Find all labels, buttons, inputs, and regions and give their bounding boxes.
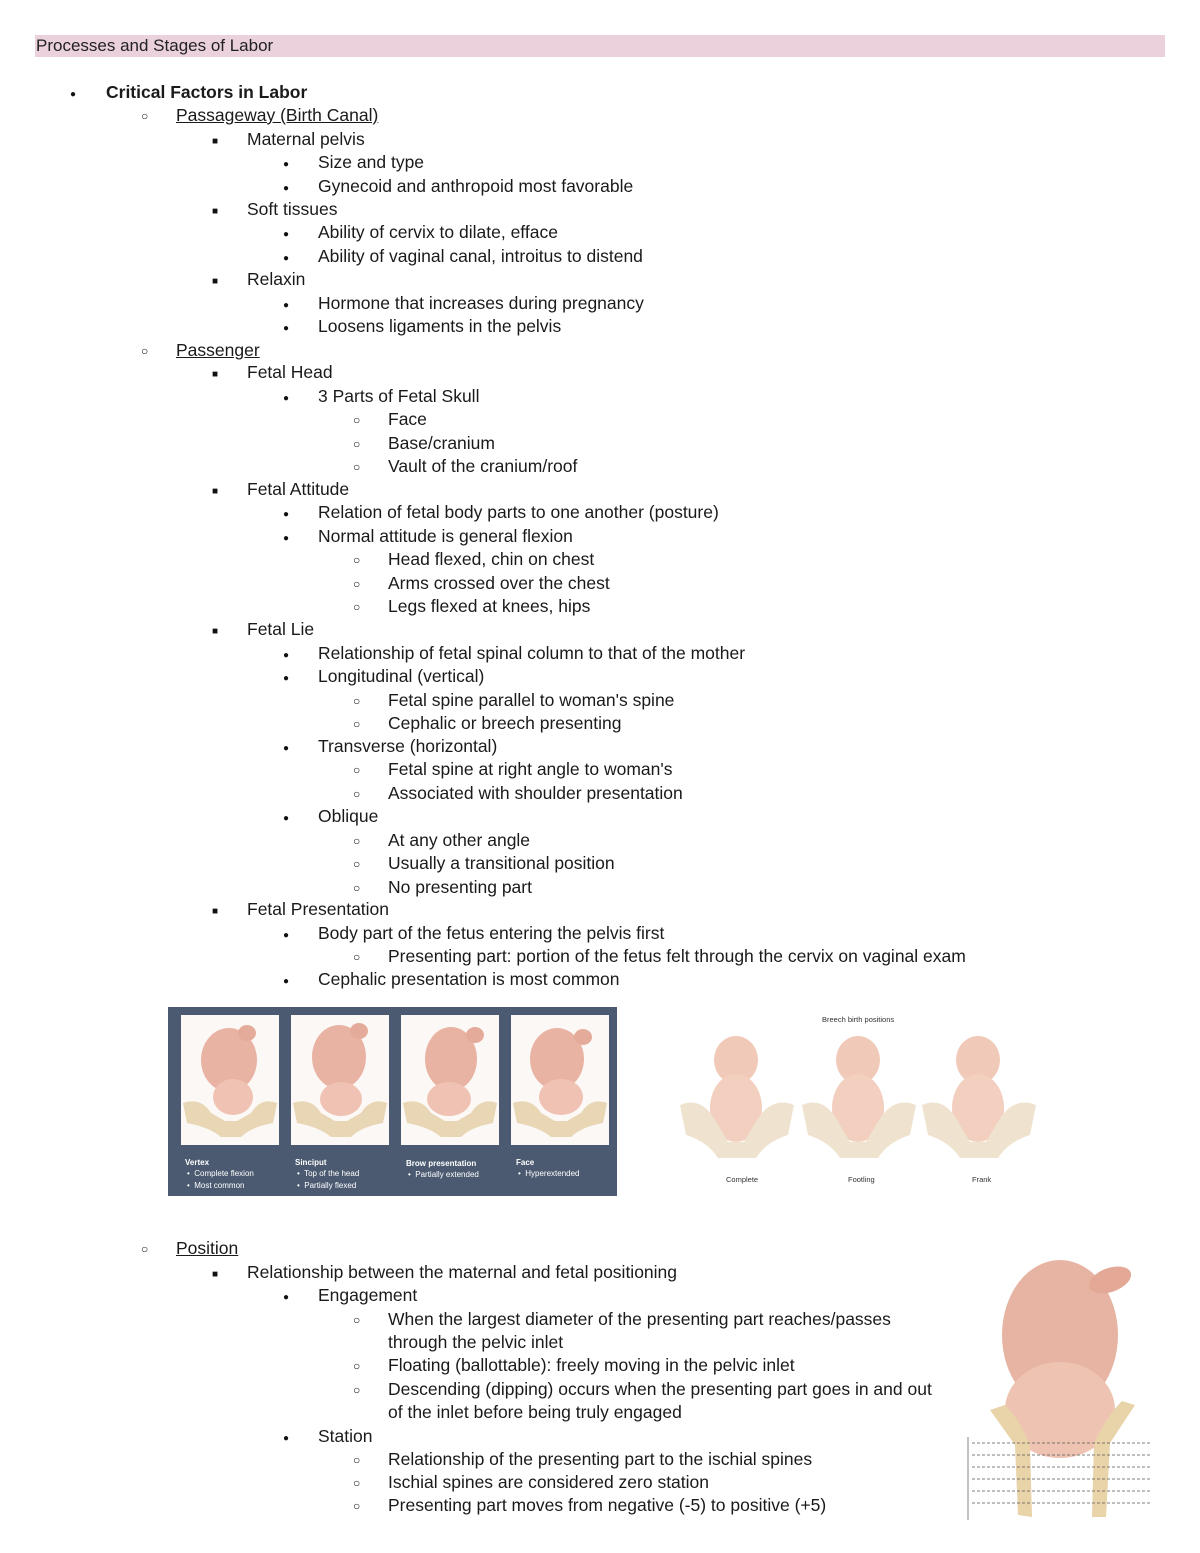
list-item: Ability of cervix to dilate, efface — [318, 222, 558, 242]
list-item: Fetal spine parallel to woman's spine — [388, 690, 675, 710]
list-item: Relation of fetal body parts to one another (posture) — [318, 502, 719, 522]
bullet — [283, 151, 289, 176]
list-item: At any other angle — [388, 830, 531, 850]
breech-label: Footling — [848, 1175, 875, 1184]
bullet — [283, 642, 289, 667]
list-item: Legs flexed at knees, hips — [388, 596, 591, 616]
list-item: Cephalic or breech presenting — [388, 713, 622, 733]
list-item: Descending (dipping) occurs when the presenting part goes in and out — [388, 1379, 932, 1399]
list-item: Gynecoid and anthropoid most favorable — [318, 176, 634, 196]
list-item: 3 Parts of Fetal Skull — [318, 386, 480, 406]
list-item: Relationship of the presenting part to the ischial spines — [388, 1449, 813, 1469]
bullet — [353, 945, 360, 968]
list-item: Usually a transitional position — [388, 853, 615, 873]
list-item: Engagement — [318, 1285, 418, 1305]
bullet — [212, 268, 218, 293]
list-item: Base/cranium — [388, 433, 495, 453]
list-item: When the largest diameter of the presenting part reaches/passes — [388, 1309, 891, 1329]
bullet — [353, 432, 360, 455]
list-item: Relationship of fetal spinal column to that of the mother — [318, 643, 746, 663]
fetus-illustration — [511, 1015, 609, 1145]
bullet — [141, 1237, 148, 1260]
list-item: Station — [318, 1426, 373, 1446]
figure-title: Breech birth positions — [822, 1015, 895, 1024]
list-item: Ability of vaginal canal, introitus to distend — [318, 246, 643, 266]
caption-bullet: • Complete flexion — [187, 1169, 254, 1178]
list-item: Face — [388, 409, 427, 429]
list-item: Fetal Presentation — [247, 899, 390, 919]
fetus-station-illustration — [960, 1255, 1160, 1525]
sinciput-panel — [291, 1015, 389, 1145]
page-title: Processes and Stages of Labor — [35, 35, 1165, 57]
bullet — [283, 665, 289, 690]
bullet — [353, 548, 360, 571]
bullet — [283, 292, 289, 317]
face-panel — [511, 1015, 609, 1145]
bullet — [283, 805, 289, 830]
bullet — [353, 455, 360, 478]
sinciput-label: Sinciput — [295, 1158, 327, 1167]
bullet — [141, 104, 148, 127]
list-item: Cephalic presentation is most common — [318, 969, 620, 989]
list-item: Presenting part moves from negative (-5) to positive (+5) — [388, 1495, 827, 1515]
list-item: Longitudinal (vertical) — [318, 666, 485, 686]
bullet — [283, 175, 289, 200]
bullet — [212, 898, 218, 923]
bullet — [353, 1378, 360, 1401]
cephalic-presentation-figure — [168, 1007, 617, 1196]
passenger-heading: Passenger — [176, 340, 260, 360]
breech-label: Frank — [972, 1175, 992, 1184]
bullet — [212, 198, 218, 223]
bullet — [283, 501, 289, 526]
bullet — [353, 852, 360, 875]
list-item: Presenting part: portion of the fetus felt through the cervix on vaginal exam — [388, 946, 966, 966]
breech-illustration — [678, 1030, 1043, 1190]
bullet — [353, 595, 360, 618]
vertex-label: Vertex — [185, 1158, 210, 1167]
bullet — [283, 922, 289, 947]
bullet — [212, 1261, 218, 1286]
bullet — [70, 81, 76, 106]
bullet — [283, 1425, 289, 1450]
bullet — [353, 876, 360, 899]
bullet — [353, 689, 360, 712]
list-item: Oblique — [318, 806, 379, 826]
list-item: No presenting part — [388, 877, 532, 897]
list-item: Fetal Attitude — [247, 479, 350, 499]
list-item: Size and type — [318, 152, 425, 172]
face-label: Face — [516, 1158, 535, 1167]
bullet — [283, 221, 289, 246]
bullet — [353, 758, 360, 781]
list-item: Fetal Lie — [247, 619, 315, 639]
bullet — [283, 245, 289, 270]
list-item: Normal attitude is general flexion — [318, 526, 573, 546]
list-item: Ischial spines are considered zero station — [388, 1472, 710, 1492]
bullet — [283, 525, 289, 550]
list-item: Relaxin — [247, 269, 306, 289]
caption-bullet: • Most common — [187, 1181, 245, 1190]
caption-bullet: • Top of the head — [297, 1169, 360, 1178]
bullet — [283, 968, 289, 993]
bullet — [212, 618, 218, 643]
list-item: Vault of the cranium/roof — [388, 456, 578, 476]
bullet — [353, 1448, 360, 1471]
brow-label: Brow presentation — [406, 1159, 477, 1168]
section-heading: Critical Factors in Labor — [106, 82, 308, 102]
fetus-illustration — [291, 1015, 389, 1145]
bullet — [353, 408, 360, 431]
bullet — [353, 572, 360, 595]
fetus-illustration — [401, 1015, 499, 1145]
list-item: Floating (ballottable): freely moving in the pelvic inlet — [388, 1355, 795, 1375]
bullet — [353, 1494, 360, 1517]
list-item-continuation: of the inlet before being truly engaged — [388, 1402, 682, 1422]
bullet — [283, 315, 289, 340]
station-figure — [960, 1255, 1160, 1525]
breech-positions-figure — [678, 1010, 1043, 1190]
bullet — [353, 712, 360, 735]
caption-bullet: • Partially extended — [408, 1170, 479, 1179]
caption-bullet: • Partially flexed — [297, 1181, 357, 1190]
bullet — [283, 735, 289, 760]
bullet — [353, 782, 360, 805]
list-item: Soft tissues — [247, 199, 338, 219]
fetus-illustration — [181, 1015, 279, 1145]
list-item: Hormone that increases during pregnancy — [318, 293, 644, 313]
bullet — [353, 1471, 360, 1494]
bullet — [212, 128, 218, 153]
position-heading: Position — [176, 1238, 239, 1258]
list-item: Arms crossed over the chest — [388, 573, 610, 593]
breech-label: Complete — [726, 1175, 759, 1184]
bullet — [283, 385, 289, 410]
bullet — [212, 361, 218, 386]
bullet — [353, 1308, 360, 1331]
list-item: Head flexed, chin on chest — [388, 549, 595, 569]
passageway-heading: Passageway (Birth Canal) — [176, 105, 379, 125]
list-item-continuation: through the pelvic inlet — [388, 1332, 564, 1352]
bullet — [141, 339, 148, 362]
list-item: Fetal Head — [247, 362, 333, 382]
bullet — [212, 478, 218, 503]
bullet — [353, 829, 360, 852]
vertex-panel — [181, 1015, 279, 1145]
bullet — [283, 1284, 289, 1309]
caption-bullet: • Hyperextended — [518, 1169, 580, 1178]
bullet — [353, 1354, 360, 1377]
brow-panel — [401, 1015, 499, 1145]
list-item: Loosens ligaments in the pelvis — [318, 316, 562, 336]
list-item: Transverse (horizontal) — [318, 736, 498, 756]
list-item: Body part of the fetus entering the pelvis first — [318, 923, 665, 943]
list-item: Relationship between the maternal and fetal positioning — [247, 1262, 678, 1282]
list-item: Maternal pelvis — [247, 129, 365, 149]
list-item: Fetal spine at right angle to woman's — [388, 759, 673, 779]
list-item: Associated with shoulder presentation — [388, 783, 683, 803]
